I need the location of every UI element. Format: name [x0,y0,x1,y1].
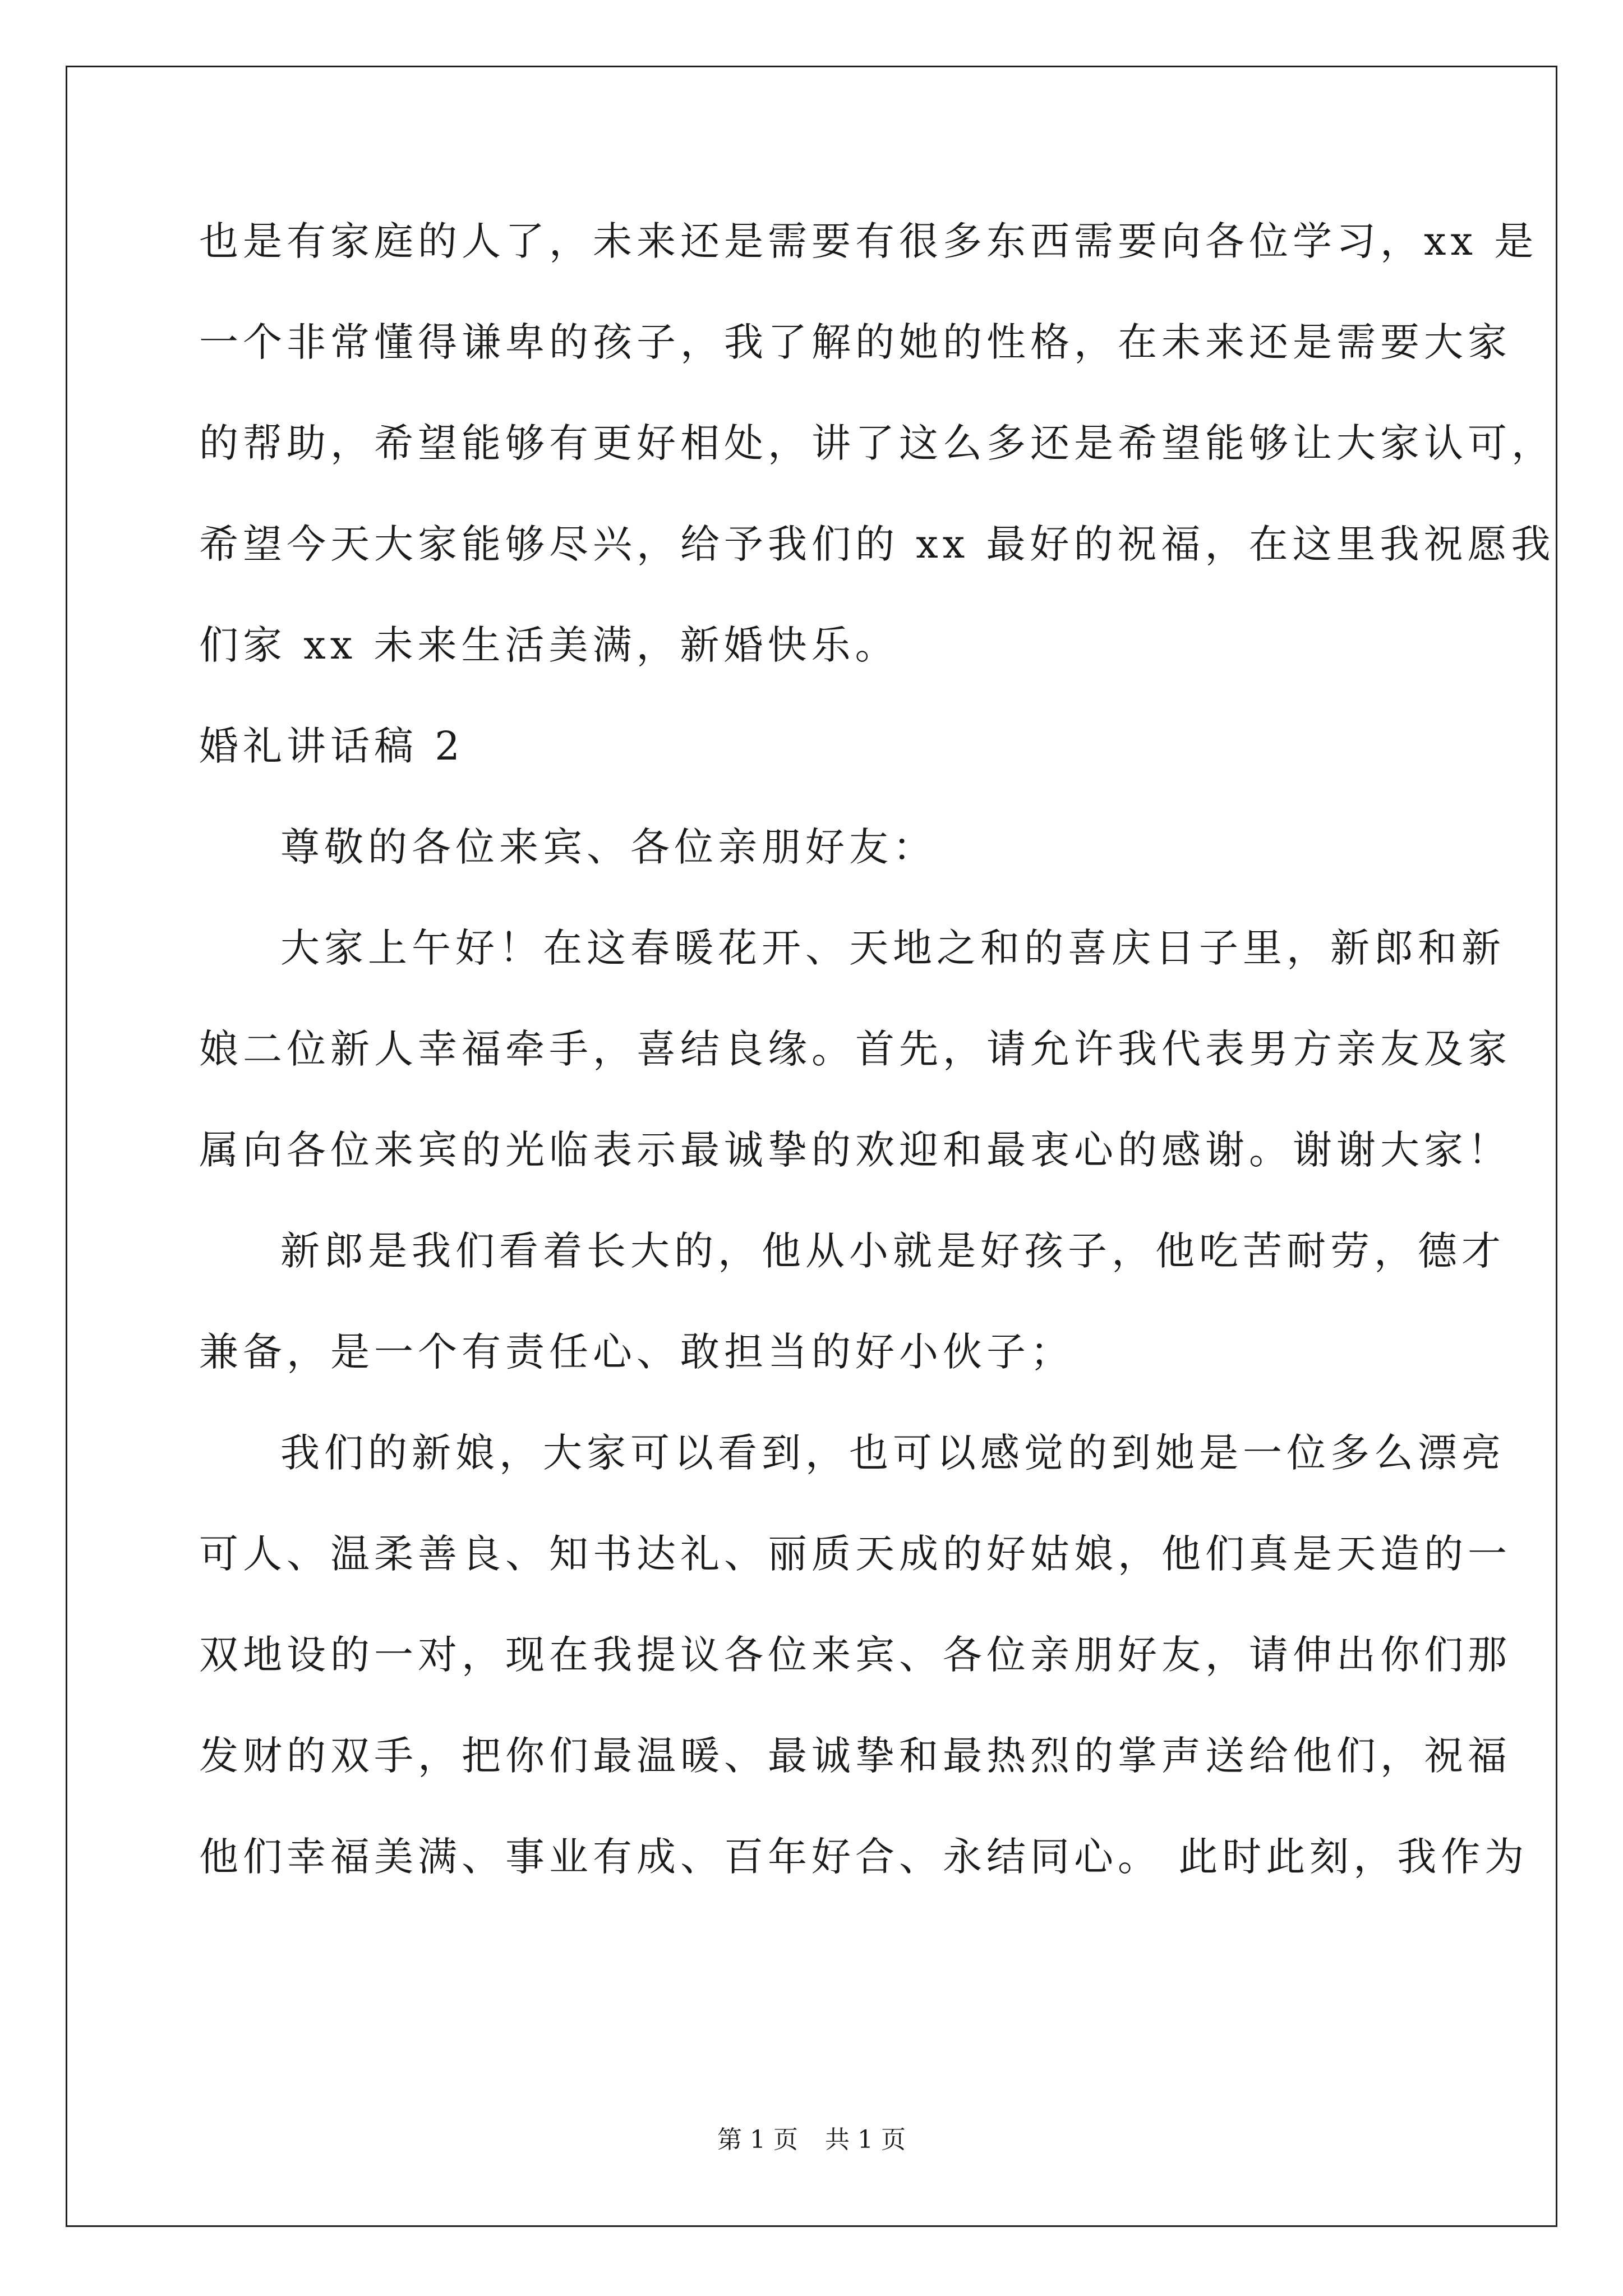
text-line: 他们幸福美满、事业有成、百年好合、永结同心。 此时此刻，我作为 [199,1834,1529,1880]
text-line: 双地设的一对，现在我提议各位来宾、各位亲朋好友，请伸出你们那 [199,1632,1511,1678]
text-line: 也是有家庭的人了，未来还是需要有很多东西需要向各位学习，xx 是 [199,218,1538,264]
page-number: 第 1 页 [717,2125,798,2154]
text-line: 新郎是我们看着长大的，他从小就是好孩子，他吃苦耐劳，德才 [280,1228,1505,1274]
text-line: 希望今天大家能够尽兴，给予我们的 xx 最好的祝福，在这里我祝愿我 [199,521,1555,567]
text-line: 娘二位新人幸福牵手，喜结良缘。首先，请允许我代表男方亲友及家 [199,1026,1511,1072]
text-line: 属向各位来宾的光临表示最诚挚的欢迎和最衷心的感谢。谢谢大家！ [199,1127,1511,1173]
text-line: 大家上午好！在这春暖花开、天地之和的喜庆日子里，新郎和新 [280,925,1505,971]
page-footer [0,2123,1623,2157]
section-heading: 婚礼讲话稿 2 [199,723,464,769]
text-line: 一个非常懂得谦卑的孩子，我了解的她的性格，在未来还是需要大家 [199,319,1511,365]
text-line: 的帮助，希望能够有更好相处，讲了这么多还是希望能够让大家认可， [199,420,1555,466]
salutation: 尊敬的各位来宾、各位亲朋好友： [280,824,937,870]
text-line: 发财的双手，把你们最温暖、最诚挚和最热烈的掌声送给他们，祝福 [199,1733,1511,1779]
page-total: 共 1 页 [825,2125,906,2154]
text-line: 可人、温柔善良、知书达礼、丽质天成的好姑娘，他们真是天造的一 [199,1531,1511,1577]
text-line: 兼备，是一个有责任心、敢担当的好小伙子； [199,1329,1074,1375]
text-line: 们家 xx 未来生活美满，新婚快乐。 [199,622,899,668]
text-line: 我们的新娘，大家可以看到，也可以感觉的到她是一位多么漂亮 [280,1430,1505,1476]
